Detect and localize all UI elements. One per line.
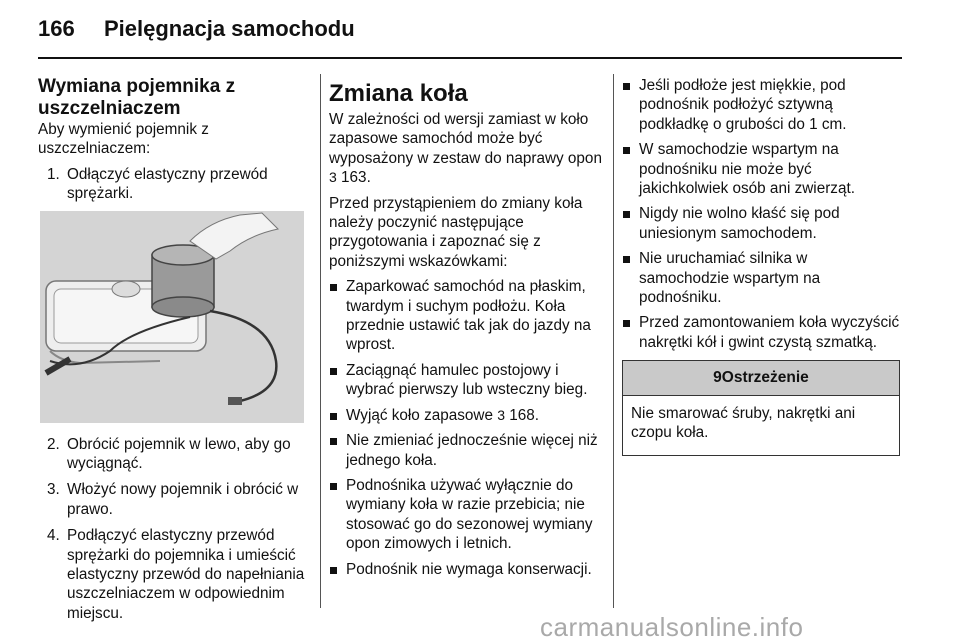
- list-item: [622, 204, 900, 243]
- list-item-text: Podnośnika używać wyłącznie do wymiany koła w razie przebicia; nie stosować go do sezonowej wymiany opon zimowych i letnich.: [346, 476, 593, 553]
- paragraph: Przed przystąpieniem do zmiany koła należy poczynić następujące przygotowania i zapoznać się z poniższymi wskazówkami:: [329, 194, 583, 270]
- warning-icon: 9: [713, 369, 722, 387]
- list-item-text: Przed zamontowaniem koła wyczyścić nakrętki kół i gwint czystą szmatką.: [639, 314, 900, 351]
- list-item: [329, 560, 607, 579]
- list-item-text: Wyjąć koło zapasowe: [346, 406, 493, 424]
- steps-list-b: [38, 435, 306, 624]
- step-number: 2.: [47, 435, 60, 453]
- bullet-icon: [623, 320, 630, 327]
- bullet-icon: [330, 567, 337, 574]
- step-number: 4.: [47, 527, 60, 545]
- bullet-list: [329, 277, 607, 579]
- step-text: Obrócić pojemnik w lewo, aby go wyciągnąć.: [67, 435, 291, 473]
- step-item: [38, 480, 306, 519]
- compressor-illustration: [40, 211, 304, 423]
- page-reference-icon: 3: [497, 406, 505, 423]
- bullet-icon: [330, 483, 337, 490]
- list-item: [622, 249, 900, 307]
- step-number: 3.: [47, 481, 60, 499]
- list-item-text: Nigdy nie wolno kłaść się pod uniesionym samochodem.: [639, 205, 840, 242]
- watermark: carmanualsonline.info: [540, 612, 804, 642]
- bullet-icon: [623, 211, 630, 218]
- list-item: [329, 431, 607, 470]
- warning-title: Ostrzeżenie: [721, 369, 809, 387]
- step-text: Włożyć nowy pojemnik i obrócić w prawo.: [67, 481, 299, 518]
- bullet-icon: [330, 368, 337, 375]
- list-item: [622, 313, 900, 352]
- page-reference-icon: 3: [329, 169, 337, 186]
- list-item-text: Podnośnik nie wymaga konserwacji.: [346, 560, 592, 578]
- list-item: [329, 406, 607, 425]
- list-item: [622, 140, 900, 198]
- left-column: [38, 76, 306, 630]
- list-item-text: Jeśli podłoże jest miękkie, pod podnośnik podłożyć sztywną podkładkę o grubości do 1 cm.: [639, 77, 847, 133]
- bullet-icon: [330, 284, 337, 291]
- warning-text: Nie smarować śruby, nakrętki ani czopu koła.: [631, 404, 856, 442]
- paragraph: [329, 110, 607, 188]
- warning-header: [623, 361, 899, 395]
- step-item: [38, 526, 306, 623]
- step-text: Odłączyć elastyczny przewód sprężarki.: [67, 165, 268, 203]
- list-item: [329, 277, 607, 355]
- list-item-text: Zaparkować samochód na płaskim, twardym i suchym podłożu. Koła przednie ustawić tak jak do jazdy na wprost.: [346, 278, 591, 354]
- list-item-text: Nie zmieniać jednocześnie więcej niż jednego koła.: [346, 432, 598, 469]
- page-header: [38, 16, 355, 42]
- step-item: [38, 165, 306, 204]
- intro-text: Aby wymienić pojemnik z uszczelniaczem:: [38, 121, 209, 158]
- bullet-icon: [330, 413, 337, 420]
- middle-column: [329, 80, 607, 585]
- page-number: 166: [38, 16, 75, 41]
- page-reference: 168.: [509, 406, 540, 424]
- paragraph-text: W zależności od wersji zamiast w koło zapasowe samochód może być wyposażony w zestaw do naprawy opon: [329, 111, 602, 167]
- column-divider: [320, 74, 321, 608]
- list-item-text: Nie uruchamiać silnika w samochodzie wspartym na podnośniku.: [639, 250, 821, 307]
- chapter-title: Pielęgnacja samochodu: [104, 16, 355, 41]
- compressor-photo: [40, 211, 304, 423]
- step-item: [38, 435, 306, 474]
- list-item-text: W samochodzie wspartym na podnośniku nie może być jakichkolwiek osób ani zwierząt.: [639, 141, 855, 198]
- bullet-icon: [623, 256, 630, 263]
- page-reference: 163.: [341, 169, 371, 187]
- column-divider: [613, 74, 614, 608]
- list-item-text: Zaciągnąć hamulec postojowy i wybrać pierwszy lub wsteczny bieg.: [346, 361, 588, 399]
- step-number: 1.: [47, 165, 60, 183]
- bullet-icon: [330, 438, 337, 445]
- list-item: [622, 76, 900, 134]
- list-item: [329, 361, 607, 400]
- list-item: [329, 476, 607, 554]
- step-text: Podłączyć elastyczny przewód sprężarki do pojemnika i umieścić elastyczny przewód do napełniania uszczelniaczem w odpowiednim miejscu.: [67, 527, 305, 622]
- section-title: Zmiana koła: [329, 80, 468, 107]
- bullet-icon: [623, 147, 630, 154]
- bullet-icon: [623, 83, 630, 90]
- section-heading: Wymiana pojemnika z uszczelniaczem: [38, 76, 236, 119]
- warning-box: [622, 360, 900, 455]
- right-column: [622, 76, 900, 456]
- header-rule: [38, 57, 902, 59]
- bullet-list: [622, 76, 900, 352]
- steps-list-a: [38, 165, 306, 204]
